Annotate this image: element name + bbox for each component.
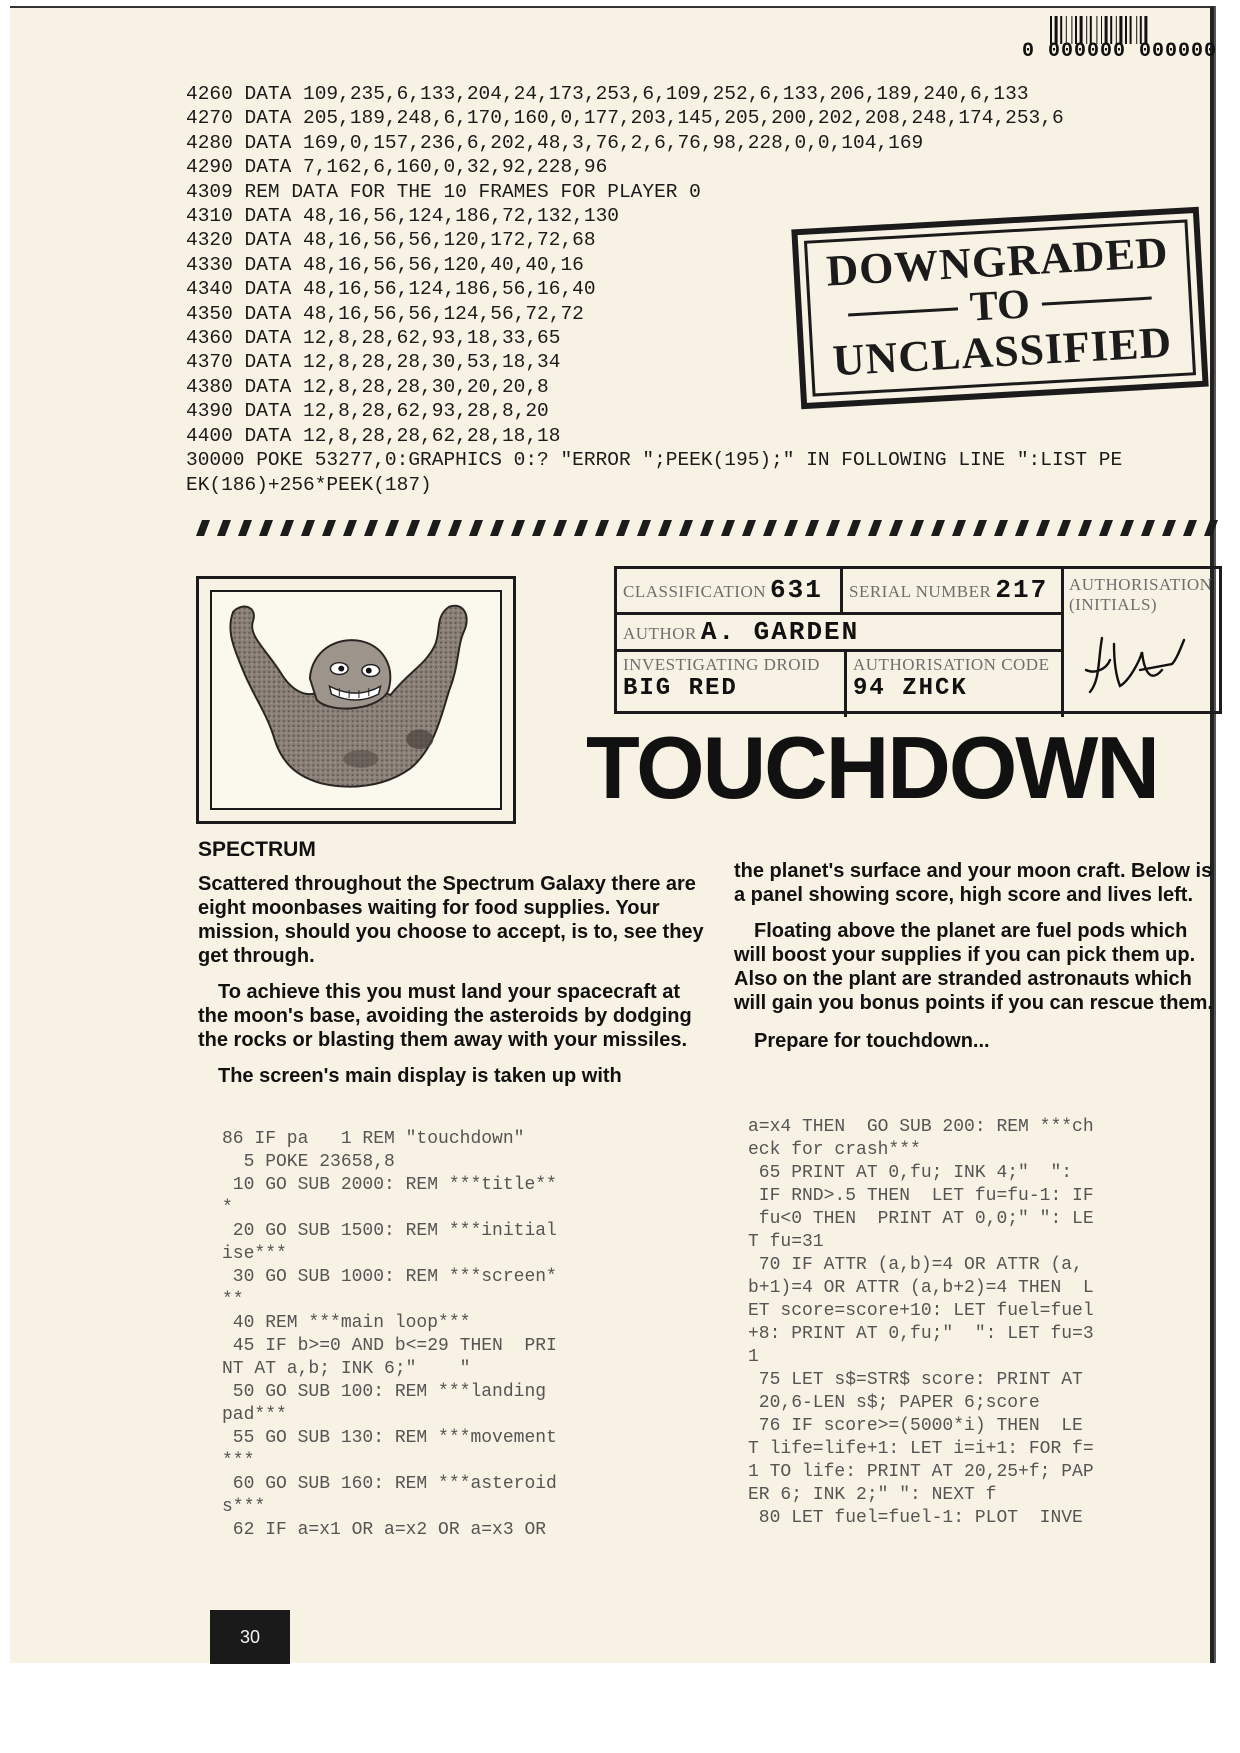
- listing-right-line: ER 6; INK 2;" ": NEXT f: [748, 1485, 997, 1505]
- listing-top-line: 4400 DATA 12,8,28,28,62,28,18,18: [186, 424, 561, 447]
- listing-right-line: 1 TO life: PRINT AT 20,25+f; PAP: [748, 1462, 1094, 1482]
- authorisation-sub: (INITIALS): [1069, 595, 1158, 614]
- listing-top-line: 4310 DATA 48,16,56,124,186,72,132,130: [186, 205, 619, 228]
- listing-right-line: 75 LET s$=STR$ score: PRINT AT: [748, 1370, 1083, 1390]
- listing-left-line: 40 REM ***main loop***: [222, 1313, 471, 1333]
- classification-value: 631: [770, 575, 823, 605]
- listing-left-line: **: [222, 1290, 244, 1310]
- listing-top-line: 4330 DATA 48,16,56,56,120,40,40,16: [186, 253, 584, 276]
- left-paragraph-3: The screen's main display is taken up with: [218, 1065, 622, 1087]
- program-listing-right: [748, 1116, 1214, 1530]
- stamp-line-2-text: TO: [968, 281, 1032, 331]
- listing-top-line: 4260 DATA 109,235,6,133,204,24,173,253,6,109,252,6,133,206,189,240,6,133: [186, 83, 1029, 105]
- page-number: 30: [210, 1610, 290, 1664]
- listing-right-line: T fu=31: [748, 1232, 824, 1252]
- illustration-frame: [196, 576, 516, 824]
- listing-left-line: 60 GO SUB 160: REM ***asteroid: [222, 1474, 557, 1494]
- listing-left-line: 55 GO SUB 130: REM ***movement: [222, 1428, 557, 1448]
- listing-left-line: 45 IF b>=0 AND b<=29 THEN PRI: [222, 1336, 557, 1356]
- listing-left-line: ***: [222, 1451, 255, 1471]
- article-column-right: [734, 859, 1214, 1065]
- listing-top-line: 4350 DATA 48,16,56,56,124,56,72,72: [186, 302, 584, 325]
- authorisation-label: AUTHORISATION: [1069, 575, 1213, 594]
- listing-right-line: 70 IF ATTR (a,b)=4 OR ATTR (a,: [748, 1255, 1083, 1275]
- listing-left-line: 50 GO SUB 100: REM ***landing: [222, 1382, 547, 1402]
- listing-right-line: 76 IF score>=(5000*i) THEN LE: [748, 1416, 1083, 1436]
- asteroid-creature-illustration: [212, 592, 500, 808]
- barcode-number: 0 000000 000000: [1022, 40, 1218, 63]
- stamp-line-3: UNCLASSIFIED: [831, 317, 1174, 386]
- listing-top-line: EK(186)+256*PEEK(187): [186, 473, 432, 496]
- author-cell: [623, 617, 859, 647]
- right-paragraph-3: Prepare for touchdown...: [754, 1030, 990, 1052]
- serial-cell: [849, 575, 1048, 605]
- droid-value: BIG RED: [623, 675, 738, 702]
- code-value: 94 ZHCK: [853, 675, 968, 702]
- listing-right-line: IF RND>.5 THEN LET fu=fu-1: IF: [748, 1186, 1094, 1206]
- left-paragraph-2: To achieve this you must land your spacecraft at the moon's base, avoiding the asteroids by dodging the rocks or blasting them away with your missiles.: [198, 981, 692, 1051]
- listing-left-line: *: [222, 1198, 233, 1218]
- authorisation-cell: [1069, 575, 1219, 615]
- listing-top-line: 4370 DATA 12,8,28,28,30,53,18,34: [186, 351, 561, 374]
- listing-right-line: T life=life+1: LET i=i+1: FOR f=: [748, 1439, 1094, 1459]
- listing-left-line: pad***: [222, 1405, 287, 1425]
- listing-left-line: 20 GO SUB 1500: REM ***initial: [222, 1221, 557, 1241]
- listing-right-line: 20,6-LEN s$; PAPER 6;score: [748, 1393, 1040, 1413]
- listing-top-line: 4380 DATA 12,8,28,28,30,20,20,8: [186, 375, 549, 398]
- listing-right-line: eck for crash***: [748, 1140, 921, 1160]
- listing-right-line: 65 PRINT AT 0,fu; INK 4;" ":: [748, 1163, 1073, 1183]
- right-paragraph-2: Floating above the planet are fuel pods which will boost your supplies if you can pick them up. Also on the plant are stranded astronauts which will gain you bonus points if you can rescue them.: [734, 920, 1213, 1014]
- platform-label: SPECTRUM: [198, 838, 316, 861]
- code-cell: [853, 655, 1049, 702]
- listing-top-line: 4360 DATA 12,8,28,62,93,18,33,65: [186, 327, 561, 350]
- listing-right-line: b+1)=4 OR ATTR (a,b+2)=4 THEN L: [748, 1278, 1094, 1298]
- droid-cell: [623, 655, 820, 702]
- listing-right-line: 1: [748, 1347, 759, 1367]
- left-paragraph-1: Scattered throughout the Spectrum Galaxy there are eight moonbases waiting for food supplies. Your mission, should you choose to accept, is to, see they get through.: [198, 873, 704, 967]
- listing-right-line: a=x4 THEN GO SUB 200: REM ***ch: [748, 1117, 1094, 1137]
- classification-label: CLASSIFICATION: [623, 582, 767, 601]
- listing-left-line: NT AT a,b; INK 6;" ": [222, 1359, 471, 1379]
- magazine-page: [10, 6, 1218, 1663]
- listing-top-line: 4320 DATA 48,16,56,56,120,172,72,68: [186, 229, 596, 252]
- listing-top-line: 4270 DATA 205,189,248,6,170,160,0,177,203,145,205,200,202,208,248,174,253,6: [186, 107, 1064, 130]
- article-title: TOUCHDOWN: [586, 718, 1158, 817]
- program-listing-left: [222, 1128, 692, 1542]
- listing-left-line: 5 POKE 23658,8: [222, 1152, 395, 1172]
- listing-top-line: 4280 DATA 169,0,157,236,6,202,48,3,76,2,6,76,98,228,0,0,104,169: [186, 131, 924, 154]
- listing-right-line: ET score=score+10: LET fuel=fuel: [748, 1301, 1094, 1321]
- listing-left-line: s***: [222, 1497, 266, 1517]
- listing-left-line: 62 IF a=x1 OR a=x2 OR a=x3 OR: [222, 1520, 547, 1540]
- code-label: AUTHORISATION CODE: [853, 655, 1050, 674]
- stamp-line-1: DOWNGRADED: [825, 227, 1170, 296]
- listing-right-line: fu<0 THEN PRINT AT 0,0;" ": LE: [748, 1209, 1094, 1229]
- listing-left-line: 30 GO SUB 1000: REM ***screen*: [222, 1267, 557, 1287]
- initials-signature: [1080, 630, 1190, 700]
- listing-left-line: 10 GO SUB 2000: REM ***title**: [222, 1175, 557, 1195]
- barcode: [1022, 16, 1218, 66]
- serial-value: 217: [995, 575, 1049, 605]
- author-value: A. GARDEN: [700, 617, 860, 647]
- article-column-left: [198, 838, 714, 1100]
- listing-right-line: 80 LET fuel=fuel-1: PLOT INVE: [748, 1508, 1083, 1528]
- listing-top-line: 4309 REM DATA FOR THE 10 FRAMES FOR PLAYER 0: [186, 180, 701, 203]
- serial-label: SERIAL NUMBER: [849, 582, 992, 601]
- listing-top-line: 4340 DATA 48,16,56,124,186,56,16,40: [186, 278, 596, 301]
- listing-top-line: 4290 DATA 7,162,6,160,0,32,92,228,96: [186, 156, 608, 179]
- classification-cell: [623, 575, 823, 605]
- droid-label: INVESTIGATING DROID: [623, 655, 820, 674]
- listing-top-line: 4390 DATA 12,8,28,62,93,28,8,20: [186, 400, 549, 423]
- right-paragraph-1: the planet's surface and your moon craft. Below is a panel showing score, high score and lives left.: [734, 860, 1213, 906]
- listing-top-line: 30000 POKE 53277,0:GRAPHICS 0:? "ERROR ";PEEK(195);" IN FOLLOWING LINE ":LIST PE: [186, 449, 1123, 472]
- author-label: AUTHOR: [623, 624, 697, 643]
- listing-right-line: +8: PRINT AT 0,fu;" ": LET fu=3: [748, 1324, 1094, 1344]
- hatch-divider: [196, 518, 1220, 538]
- downgraded-stamp: [791, 207, 1208, 409]
- listing-left-line: ise***: [222, 1244, 287, 1264]
- listing-left-line: 86 IF pa 1 REM "touchdown": [222, 1129, 525, 1149]
